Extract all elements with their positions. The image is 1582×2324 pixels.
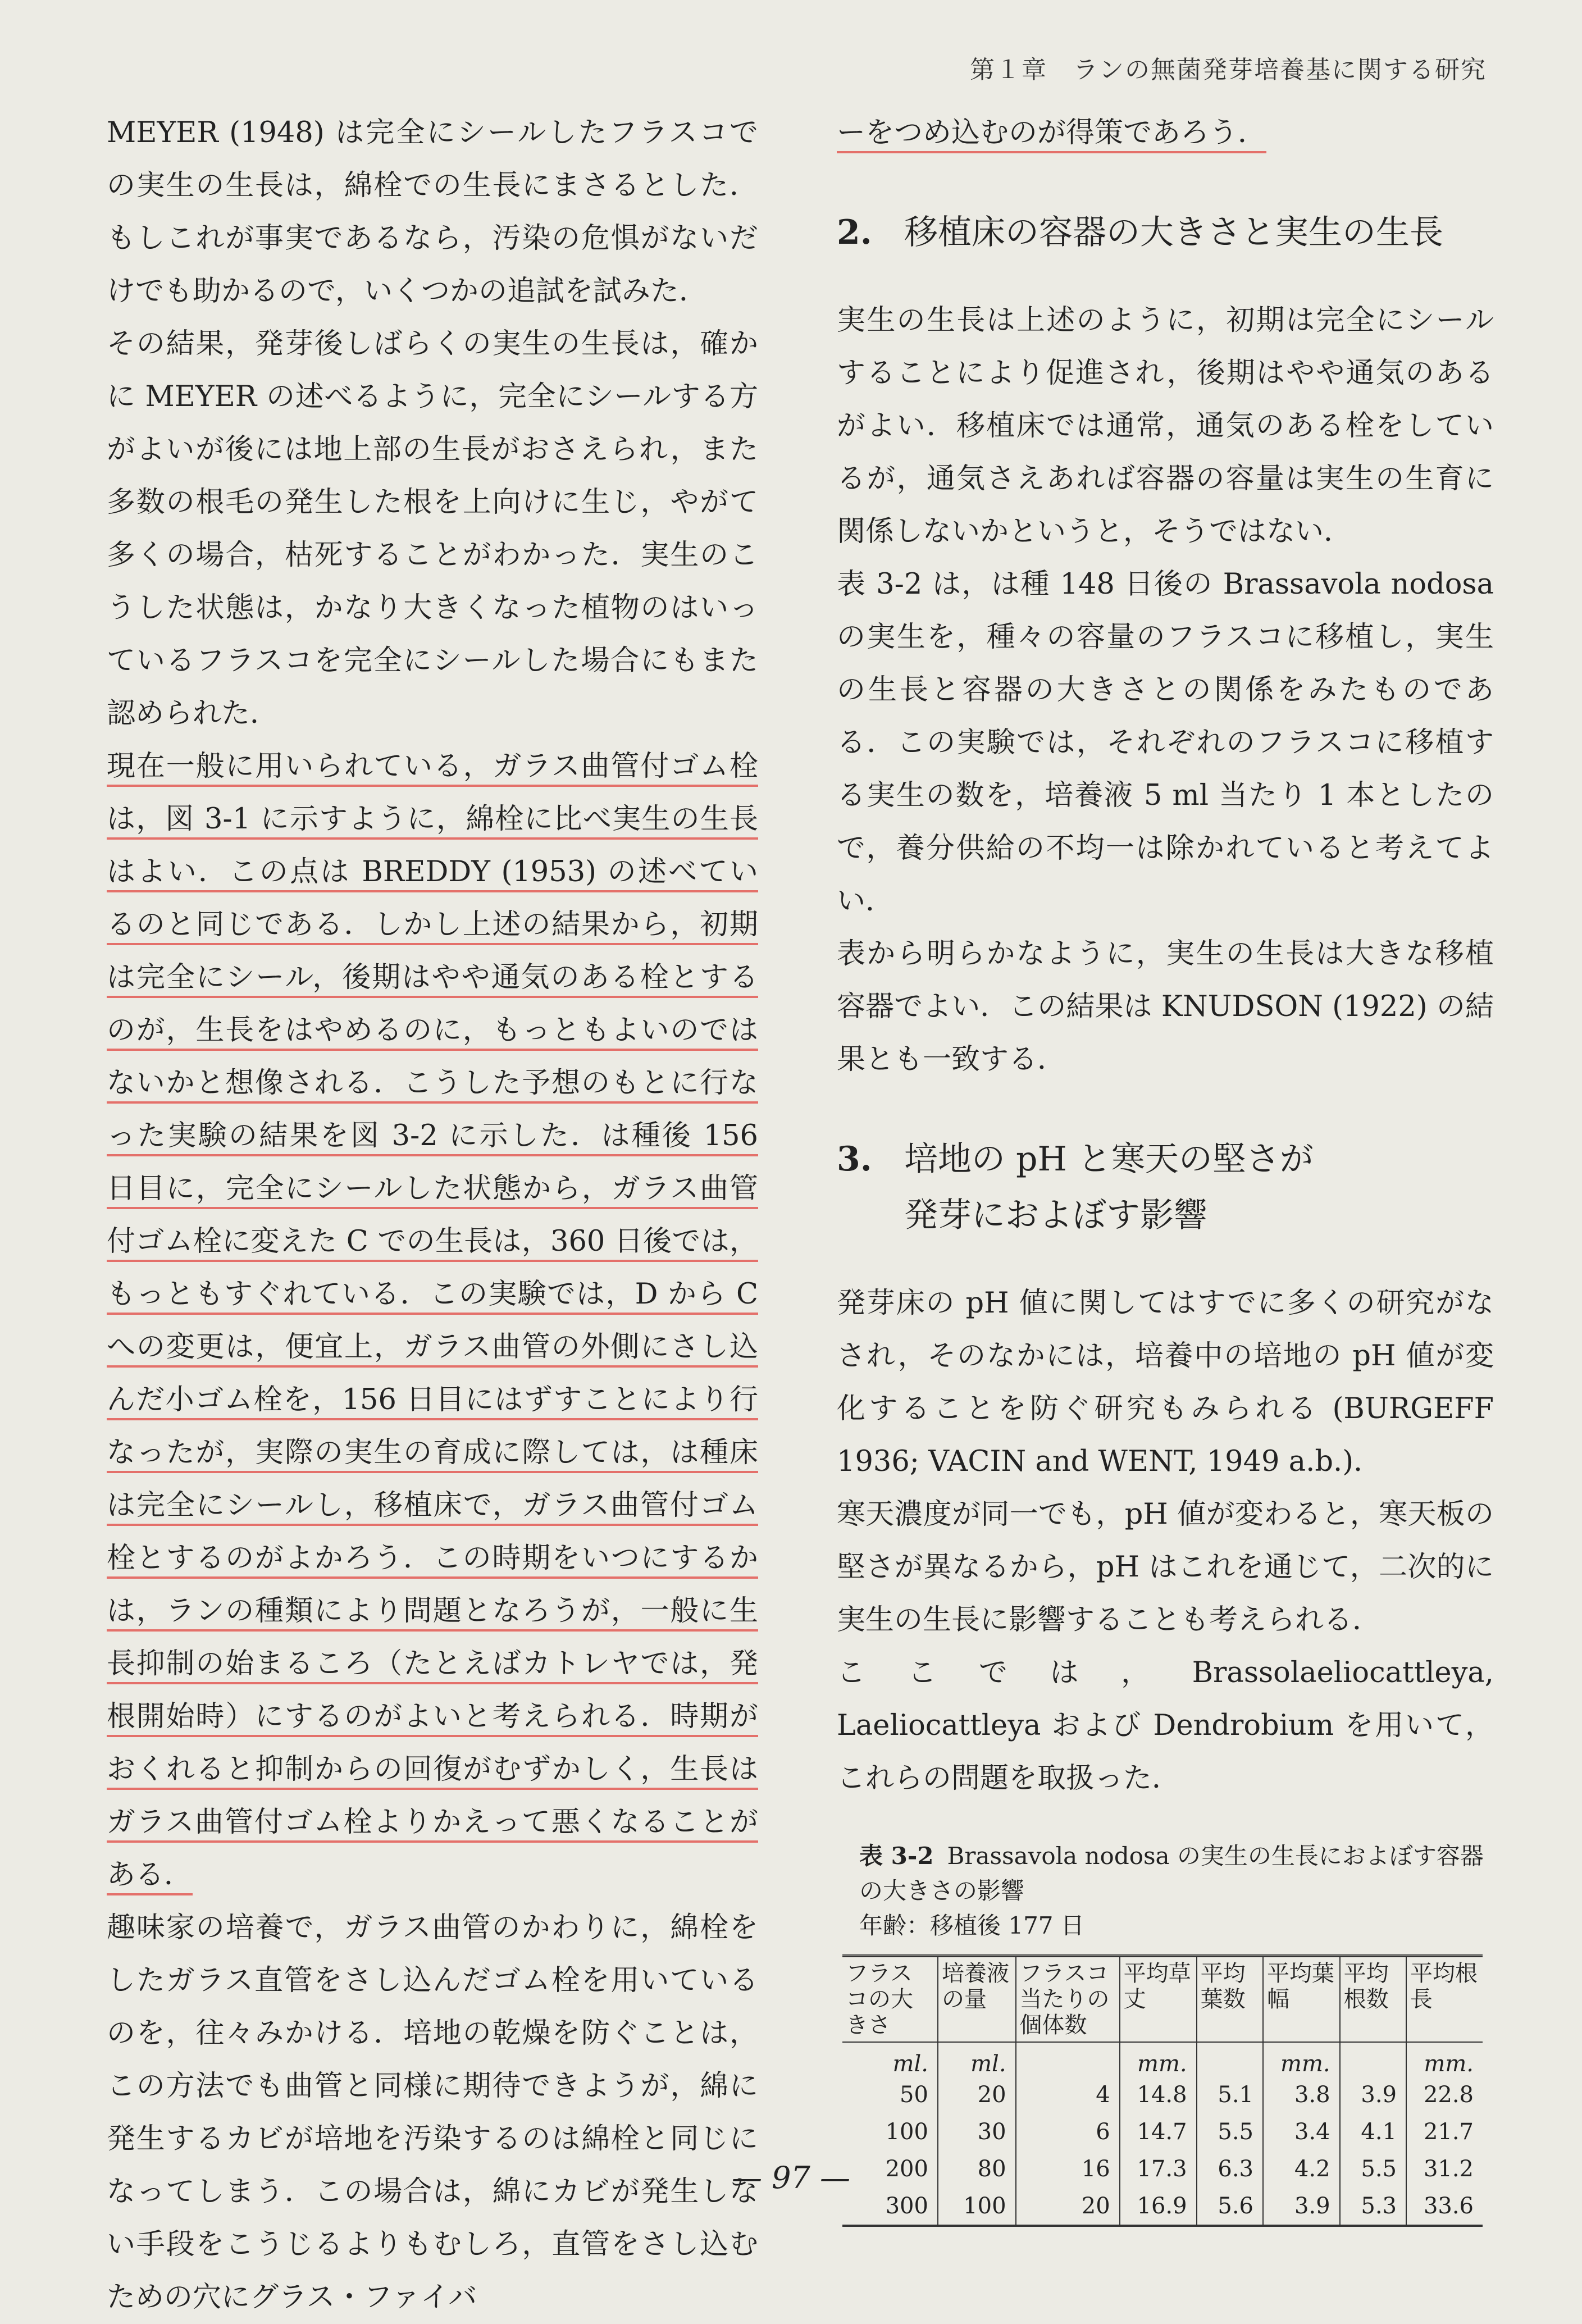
unit-cell: mm. — [1424, 2051, 1474, 2077]
right-column — [837, 107, 1494, 2227]
table-cell: 5.6 — [1197, 2188, 1263, 2226]
unit-cell: ml. — [938, 2042, 1016, 2076]
paragraph-rubber-stopper — [107, 740, 758, 1902]
unit-cell — [1016, 2042, 1120, 2076]
table-cell: 6.3 — [1197, 2150, 1263, 2188]
paragraph-result: その結果，発芽後しばらくの実生の生長は，確かに MEYER の述べるように，完全にシールする方がよいが後には地上部の生長がおさえられ，また多数の根毛の発生した根を上向けに生じ，やがて多くの場合，枯死することがわかった．実生のこうした状態は，かなり大きくなった植物のはいっているフラスコを完全にシールした場合にもまた認められた． — [107, 327, 758, 730]
table-cell: 80 — [938, 2150, 1016, 2188]
section-title: 移植床の容器の大きさと実生の生長 — [904, 213, 1443, 252]
units-row — [842, 2042, 1483, 2076]
table-cell: 4.1 — [1340, 2113, 1406, 2150]
header-cell: 平均草丈 — [1120, 1956, 1197, 2043]
unit-cell — [1340, 2042, 1406, 2076]
table-cell: 3.9 — [1263, 2188, 1340, 2226]
paragraph-agar: 寒天濃度が同一でも，pH 値が変わると，寒天板の堅さが異なるから，pH はこれを通じて，二次的に実生の生長に影響することも考えられる． — [837, 1498, 1494, 1637]
table-cell: 6 — [1016, 2113, 1120, 2150]
header-cell: 平均葉数 — [1197, 1956, 1263, 2043]
table-age: 年齢：移植後 177 日 — [859, 1912, 1084, 1939]
paragraph-meyer: MEYER (1948) は完全にシールしたフラスコでの実生の生長は，綿栓での生長にまさるとした．もしこれが事実であるなら，汚染の危惧がないだけでも助かるので，いくつかの追試を試みた． — [107, 116, 758, 308]
table-label: 表 3-2 — [859, 1842, 934, 1870]
section-title-line2: 発芽におよぼす影響 — [904, 1196, 1207, 1235]
section-heading-2 — [837, 204, 1494, 261]
table-cell: 3.9 — [1340, 2076, 1406, 2113]
table-cell: 14.7 — [1120, 2113, 1197, 2150]
table-title: Brassavola nodosa の実生の生長におよぼす容器の大きさの影響 — [859, 1842, 1484, 1904]
table-cell: 5.5 — [1197, 2113, 1263, 2150]
table-row — [842, 2113, 1483, 2150]
unit-cell: mm. — [1120, 2042, 1197, 2076]
table-cell: 50 — [842, 2076, 938, 2113]
table-cell: 16 — [1016, 2150, 1120, 2188]
table-cell: 30 — [938, 2113, 1016, 2150]
table-cell: 4 — [1016, 2076, 1120, 2113]
table-cell: 200 — [842, 2150, 938, 2188]
table-cell: 100 — [842, 2113, 938, 2150]
table-caption — [859, 1839, 1494, 1943]
table-header-row — [842, 1956, 1483, 2043]
running-header: 第１章 ランの無菌発芽培養基に関する研究 — [970, 56, 1487, 84]
paragraph-ph: 発芽床の pH 値に関してはすでに多くの研究がなされ，そのなかには，培養中の培地の pH 値が変化することを防ぐ研究もみられる (BURGEFF 1936; VACIN and WENT, 1949 a.b.)． — [837, 1287, 1494, 1478]
section-heading-3 — [837, 1131, 1494, 1243]
paragraph-species: ここでは，Brassolaeliocattleya, Laeliocattleya および Dendrobium を用いて，これらの問題を取扱った． — [837, 1656, 1494, 1795]
unit-cell: mm. — [1263, 2042, 1340, 2076]
paragraph-hobbyist: 趣味家の培養で，ガラス曲管のかわりに，綿栓をしたガラス直管をさし込んだゴム栓を用いているのを，往々みかける．培地の乾燥を防ぐことは，この方法でも曲管と同様に期待できようが，綿に発生するカビが培地を汚染するのは綿栓と同じになってしまう．この場合は，綿にカビが発生しない手段をこうじるよりもむしろ，直管をさし込むための穴にグラス・ファイバ — [107, 1911, 758, 2314]
table-cell: 14.8 — [1120, 2076, 1197, 2113]
table-cell: 20 — [1016, 2188, 1120, 2226]
table-cell: 5.1 — [1197, 2076, 1263, 2113]
underlined-text: ーをつめ込むのが得策であろう． — [837, 116, 1267, 149]
table-cell: 31.2 — [1423, 2156, 1474, 2182]
unit-cell: ml. — [842, 2042, 938, 2076]
table-cell: 16.9 — [1120, 2188, 1197, 2226]
table-cell: 300 — [842, 2188, 938, 2226]
table-cell: 20 — [938, 2076, 1016, 2113]
table-cell: 33.6 — [1406, 2188, 1483, 2226]
table-cell: 22.8 — [1423, 2082, 1474, 2108]
header-cell: 平均葉幅 — [1263, 1956, 1340, 2043]
table-cell: 21.7 — [1423, 2119, 1474, 2145]
table-cell: 3.4 — [1263, 2113, 1340, 2150]
paragraph-table-result: 表から明らかなように，実生の生長は大きな移植容器でよい．この結果は KNUDSON (1922) の結果とも一致する． — [837, 937, 1494, 1076]
paragraph-container-intro: 実生の生長は上述のように，初期は完全にシールすることにより促進され，後期はやや通気のあるがよい．移植床では通常，通気のある栓をしているが，通気さえあれば容器の容量は実生の生育に関係しないかというと，そうではない． — [837, 304, 1494, 548]
table-cell: 17.3 — [1120, 2150, 1197, 2188]
page-number: — 97 — — [731, 2160, 851, 2195]
header-cell: フラスコ当たりの個体数 — [1016, 1956, 1120, 2043]
unit-cell — [1197, 2042, 1263, 2076]
paragraph-table-desc: 表 3-2 は，は種 148 日後の Brassavola nodosa の実生を，種々の容量のフラスコに移植し，実生の生長と容器の大きさとの関係をみたものである．この実験では，それぞれのフラスコに移植する実生の数を，培養液 5 ml 当たり 1 本としたので，養分供給の不均一は除かれていると考えてよい． — [837, 568, 1494, 918]
underlined-text: 現在一般に用いられている，ガラス曲管付ゴム栓は，図 3-1 に示すように，綿栓に比べ実生の生長はよい．この点は BREDDY (1953) の述べているのと同じである．しかし上述の結果から，初期は完全にシール，後期はやや通気のある栓とするのが，生長をはやめるのに，もっともよいのではないかと想像される．こうした予想のもとに行なった実験の結果を図 3-2 に示した．は種後 156 日目に，完全にシールした状態から，ガラス曲管付ゴム栓に変えた C での生長は，360 日後では，もっともすぐれている．この実験では，D から C への変更は，便宜上，ガラス曲管の外側にさし込んだ小ゴム栓を，156 日目にはずすことにより行なったが，実際の実生の育成に際しては，は種床は完全にシールし，移植床で，ガラス曲管付ゴム栓とするのがよかろう．この時期をいつにするかは，ランの種類により問題となろうが，一般に生長抑制の始まるころ（たとえばカトレヤでは，発根開始時）にするのがよいと考えられる．時期がおくれると抑制からの回復がむずかしく，生長はガラス曲管付ゴム栓よりかえって悪くなることがある． — [107, 750, 758, 1892]
table-cell: 4.2 — [1263, 2150, 1340, 2188]
section-number: 3. — [837, 1140, 872, 1179]
header-cell: 平均根数 — [1340, 1956, 1406, 2043]
left-column — [107, 107, 758, 2324]
table-cell: 100 — [938, 2188, 1016, 2226]
header-cell: 平均根長 — [1406, 1956, 1483, 2043]
section-title-line1: 培地の pH と寒天の堅さが — [904, 1140, 1314, 1179]
table-cell: 3.8 — [1263, 2076, 1340, 2113]
header-cell: 培養液の量 — [938, 1956, 1016, 2043]
table-row — [842, 2076, 1483, 2113]
table-cell: 5.5 — [1340, 2150, 1406, 2188]
section-number: 2. — [837, 213, 872, 252]
table-cell: 5.3 — [1340, 2188, 1406, 2226]
header-cell: フラスコの大きさ — [842, 1956, 938, 2043]
paragraph-continuation — [837, 107, 1494, 160]
